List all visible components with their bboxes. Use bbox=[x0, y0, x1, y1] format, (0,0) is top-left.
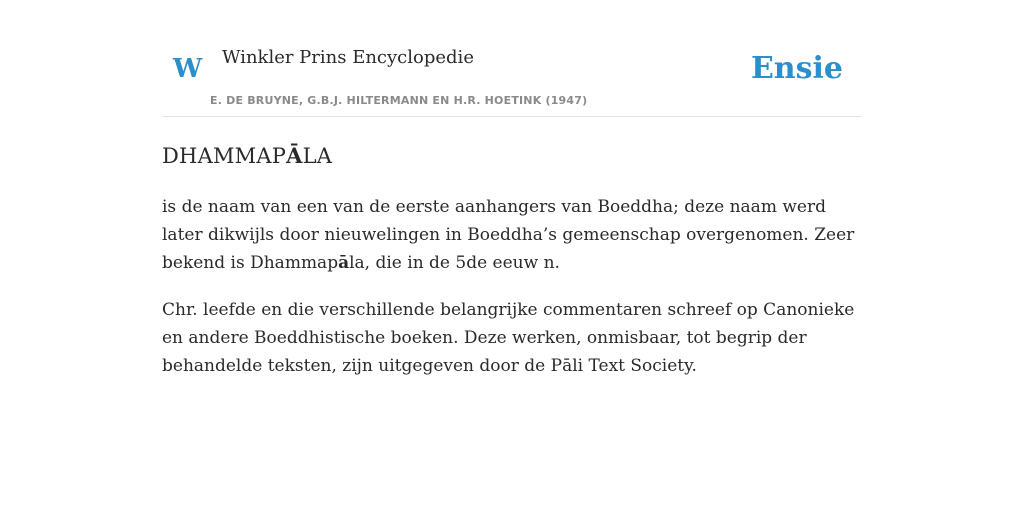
article-title: DHAMMAPĀLA bbox=[162, 143, 333, 168]
source-logo[interactable]: W bbox=[173, 54, 203, 84]
article-paragraph: is de naam van een van de eerste aanhangers van Boeddha; deze naam werd later dikwijls door nieuwelingen in Boeddha’s gemeenschap overgenomen. Zeer bekend is Dhammapāla, die in de 5de eeuw n. bbox=[162, 197, 855, 273]
source-title-link[interactable]: Winkler Prins Encyclopedie bbox=[222, 47, 474, 68]
source-authors: E. DE BRUYNE, G.B.J. HILTERMANN EN H.R. HOETINK (1947) bbox=[210, 94, 588, 107]
article-paragraph: Chr. leefde en die verschillende belangrijke commentaren schreef op Canonieke en andere Boeddhistische boeken. Deze werken, onmisbaar, tot begrip der behandelde teksten, zijn uitgegeven door de Pāli Text Society. bbox=[162, 300, 855, 376]
source-header bbox=[162, 0, 862, 117]
ensie-logo-link[interactable]: Ensie bbox=[750, 51, 843, 86]
page-container bbox=[162, 0, 862, 380]
